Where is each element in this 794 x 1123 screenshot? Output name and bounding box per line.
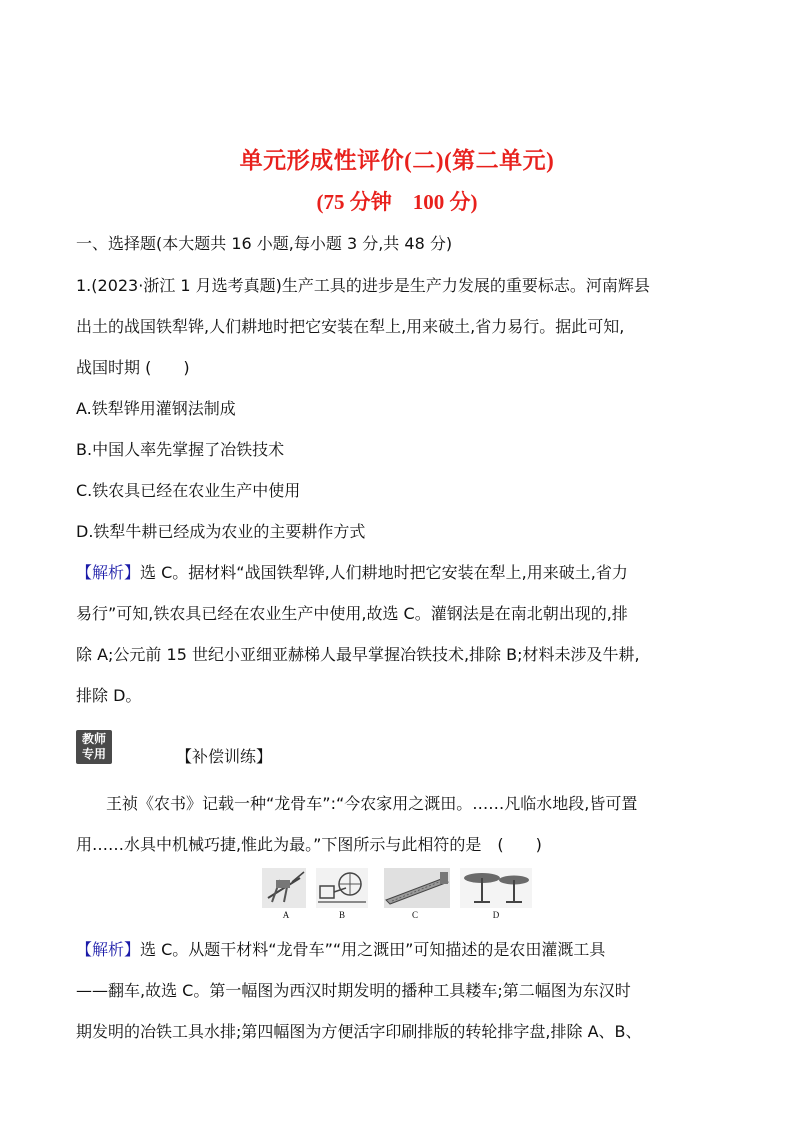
supp-stem-line-1: 王祯《农书》记载一种“龙骨车”:“今农家用之溉田。……凡临水地段,皆可置 [106,794,638,813]
figure-label-c: C [411,910,418,920]
q1-analysis-line-3: 除 A;公元前 15 世纪小亚细亚赫梯人最早掌握冶铁技术,排除 B;材料未涉及牛耕, [76,645,640,664]
figure-b-image [316,868,368,914]
section-heading: 一、选择题(本大题共 16 小题,每小题 3 分,共 48 分) [76,234,453,253]
figure-c-image [384,868,450,914]
q1-option-d: D.铁犁牛耕已经成为农业的主要耕作方式 [76,522,366,541]
q1-analysis-line-1 [76,563,628,583]
supp-analysis-line-3: 期发明的冶铁工具水排;第四幅图为方便活字印刷排版的转轮排字盘,排除 A、B、 [76,1022,642,1041]
document-subtitle: (75 分钟 100 分) [316,190,478,214]
figure-label-d: D [492,910,500,920]
figure-d-image [460,868,532,914]
q1-option-b: B.中国人率先掌握了冶铁技术 [76,440,285,459]
teacher-only-badge [76,730,112,764]
supp-stem-line-2: 用……水具中机械巧捷,惟此为最。”下图所示与此相符的是 ( ) [76,835,542,854]
analysis-tag: 【解析】 [76,563,141,582]
q1-option-a: A.铁犁铧用灌钢法制成 [76,399,236,418]
analysis-tag: 【解析】 [76,940,141,959]
analysis-text: 选 C。据材料“战国铁犁铧,人们耕地时把它安装在犁上,用来破土,省力 [140,563,628,582]
q1-stem-line-3: 战国时期 ( ) [76,358,190,377]
badge-text: 教师 专用 [81,732,106,761]
document-title: 单元形成性评价(二)(第二单元) [239,148,555,173]
analysis-text: 选 C。从题干材料“龙骨车”“用之溉田”可知描述的是农田灌溉工具 [140,940,606,959]
q1-analysis-line-4: 排除 D。 [76,686,142,705]
q1-option-c: C.铁农具已经在农业生产中使用 [76,481,301,500]
q1-stem-line-2: 出土的战国铁犁铧,人们耕地时把它安装在犁上,用来破土,省力易行。据此可知, [76,317,625,336]
supp-analysis-line-1 [76,940,605,960]
supplement-title: 【补偿训练】 [176,747,273,766]
q1-analysis-line-2: 易行”可知,铁农具已经在农业生产中使用,故选 C。灌钢法是在南北朝出现的,排 [76,604,628,623]
supp-analysis-line-2: ——翻车,故选 C。第一幅图为西汉时期发明的播种工具耧车;第二幅图为东汉时 [76,981,631,1000]
q1-stem-line-1: 1.(2023·浙江 1 月选考真题)生产工具的进步是生产力发展的重要标志。河南辉县 [76,276,650,295]
figure-label-b: B [338,910,345,920]
figure-label-a: A [282,910,290,920]
figure-a-image [262,868,306,914]
